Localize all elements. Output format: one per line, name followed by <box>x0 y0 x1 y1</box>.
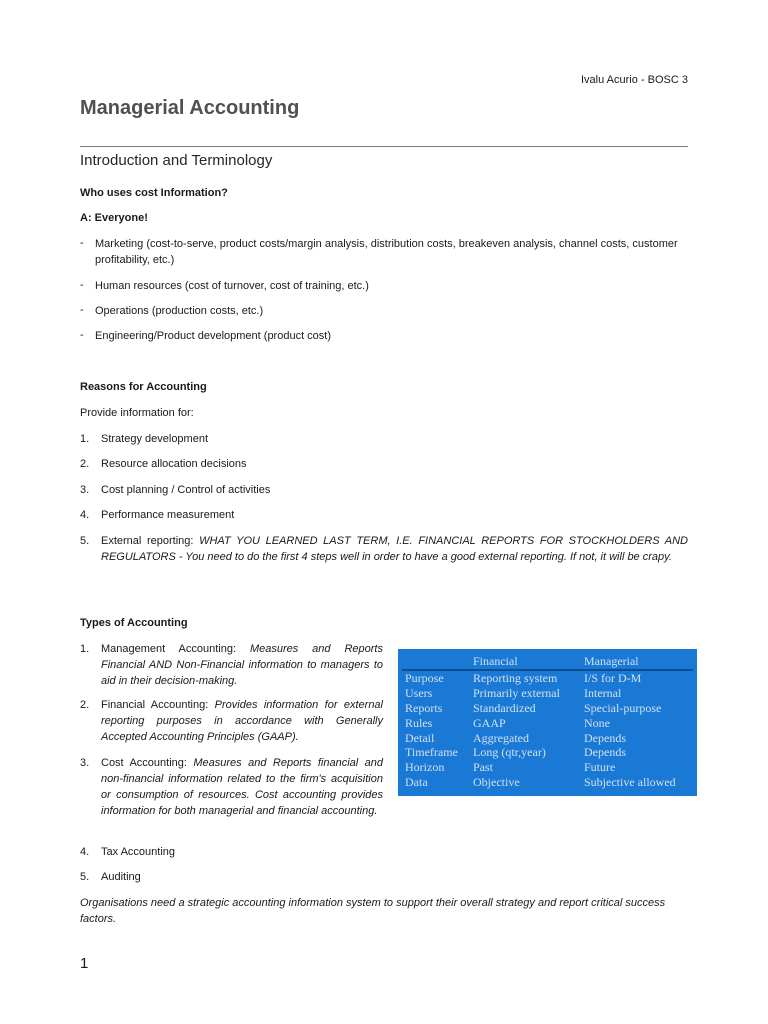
section-intro: Provide information for: <box>80 407 194 419</box>
table-cell: Timeframe <box>405 745 458 759</box>
table-cell: Internal <box>584 686 622 700</box>
bullet-marker: - <box>80 237 84 249</box>
page-title: Managerial Accounting <box>80 97 300 119</box>
list-item <box>101 755 383 819</box>
list-item: Tax Accounting <box>101 846 175 858</box>
table-cell: Aggregated <box>473 731 529 745</box>
list-item: Cost planning / Control of activities <box>101 484 271 496</box>
question-heading: Who uses cost Information? <box>80 187 228 199</box>
list-item: Resource allocation decisions <box>101 458 247 470</box>
table-cell: Users <box>405 686 433 700</box>
list-number: 3. <box>80 484 90 496</box>
table-cell: Rules <box>405 716 433 730</box>
section-heading: Types of Accounting <box>80 617 188 629</box>
table-cell: Standardized <box>473 701 536 715</box>
list-item: Auditing <box>101 871 141 883</box>
item-lead: External reporting: <box>101 535 200 547</box>
table-header: Financial <box>473 654 518 668</box>
author-header: Ivalu Acurio - BOSC 3 <box>581 74 688 86</box>
table-cell: Subjective allowed <box>584 775 676 789</box>
list-item: Human resources (cost of turnover, cost of training, etc.) <box>95 280 369 292</box>
table-cell: Depends <box>584 745 626 759</box>
list-number: 1. <box>80 643 90 655</box>
table-cell: Purpose <box>405 671 444 685</box>
list-number: 1. <box>80 433 90 445</box>
table-cell: Primarily external <box>473 686 560 700</box>
table-cell: Detail <box>405 731 435 745</box>
section-subtitle: Introduction and Terminology <box>80 152 273 169</box>
list-number: 3. <box>80 757 90 769</box>
list-number: 5. <box>80 871 90 883</box>
table-cell: Reporting system <box>473 671 558 685</box>
list-item: Performance measurement <box>101 509 235 521</box>
table-header: Managerial <box>584 654 639 668</box>
list-item: Engineering/Product development (product cost) <box>95 330 332 342</box>
section-heading: Reasons for Accounting <box>80 381 207 393</box>
item-lead: Management Accounting: <box>101 643 250 655</box>
list-number: 2. <box>80 699 90 711</box>
table-cell: Data <box>405 775 428 789</box>
list-item: Operations (production costs, etc.) <box>95 305 264 317</box>
item-lead: Cost Accounting: <box>101 757 194 769</box>
bullet-marker: - <box>80 304 84 316</box>
list-number: 5. <box>80 535 90 547</box>
list-item: Marketing (cost-to-serve, product costs/margin analysis, distribution costs, breakeven analysis, channel costs, customer profitability, etc.) <box>95 238 678 266</box>
item-description: WHAT YOU LEARNED LAST TERM, I.E. FINANCIAL REPORTS FOR STOCKHOLDERS AND REGULATORS - You need to do the first 4 steps well in order to have a good external reporting. If not, it will be crapy. <box>101 535 689 563</box>
item-description: Measures and Reports financial and non-financial information related to the firm's acquisition or consumption of resources. Cost accounting provides information for both managerial and financial accounting. <box>101 757 383 817</box>
list-number: 4. <box>80 509 90 521</box>
table-cell: GAAP <box>473 716 506 730</box>
item-description: Provides information for external reporting purposes in accordance with Generally Accepted Accounting Principles (GAAP). <box>101 699 383 743</box>
page-number: 1 <box>80 955 89 972</box>
table-cell: Reports <box>405 701 443 715</box>
item-description: Measures and Reports Financial AND Non-Financial information to managers to aid in their decision-making. <box>101 643 383 687</box>
table-cell: Long (qtr,year) <box>473 745 546 759</box>
list-item: Strategy development <box>101 433 209 445</box>
table-cell: I/S for D-M <box>584 671 642 685</box>
bullet-marker: - <box>80 279 84 291</box>
item-lead: Financial Accounting: <box>101 699 215 711</box>
table-cell: Special-purpose <box>584 701 662 715</box>
comparison-table-image <box>398 649 697 796</box>
answer-text: A: Everyone! <box>80 212 148 224</box>
table-cell: Future <box>584 760 616 774</box>
table-cell: Past <box>473 760 494 774</box>
table-cell: Depends <box>584 731 626 745</box>
list-item <box>101 641 383 689</box>
table-cell: Objective <box>473 775 520 789</box>
list-number: 4. <box>80 846 90 858</box>
table-cell: None <box>584 716 610 730</box>
bullet-marker: - <box>80 329 84 341</box>
closing-paragraph: Organisations need a strategic accounting information system to support their overall strategy and report critical success factors. <box>80 897 666 925</box>
table-cell: Horizon <box>405 760 445 774</box>
list-number: 2. <box>80 458 90 470</box>
title-divider <box>80 146 688 147</box>
list-item <box>101 697 383 745</box>
list-item <box>101 533 688 565</box>
